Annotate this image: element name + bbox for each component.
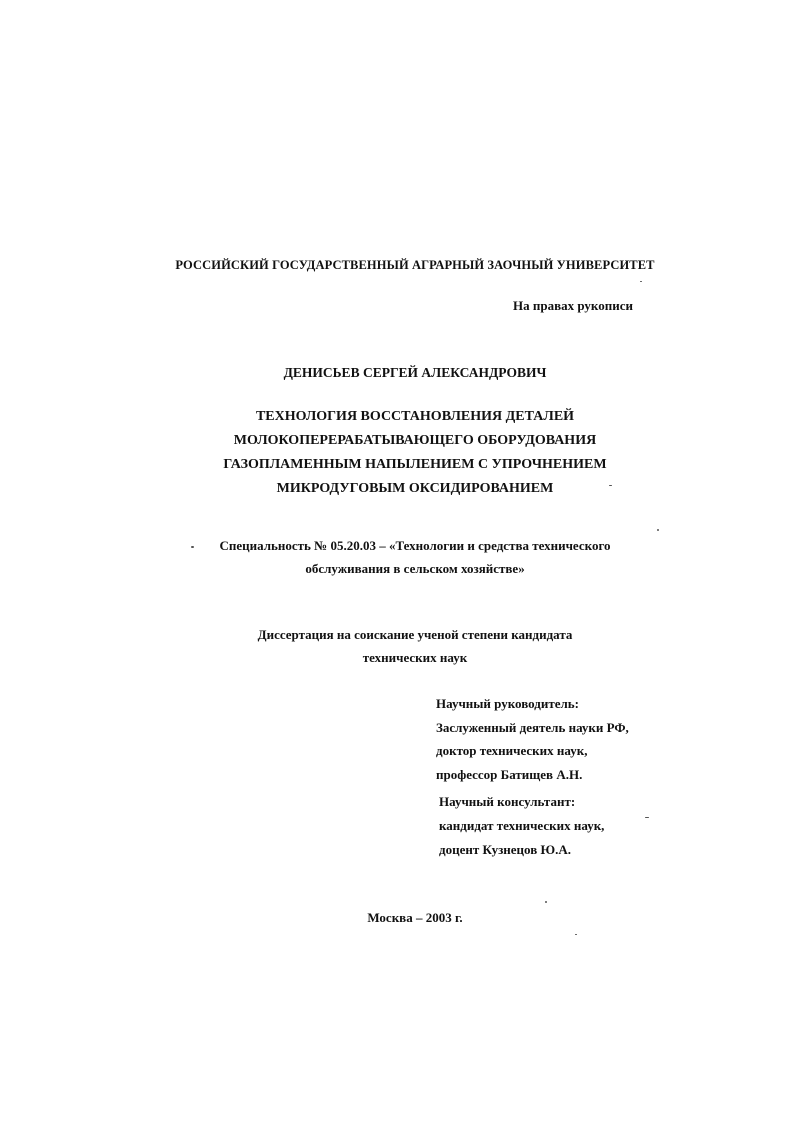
supervisor-info xyxy=(436,697,629,791)
supervisor-line: профессор Батищев А.Н. xyxy=(436,766,583,782)
scan-speck xyxy=(640,281,642,282)
scan-speck xyxy=(657,529,659,531)
scan-speck xyxy=(545,901,547,903)
scan-speck xyxy=(191,546,194,548)
manuscript-note: На правах рукописи xyxy=(513,298,633,313)
supervisor-line: Научный руководитель: xyxy=(436,696,579,711)
specialty xyxy=(0,539,795,585)
degree-statement xyxy=(0,628,795,674)
consultant-line: кандидат технических наук, xyxy=(439,818,605,833)
consultant-line: Научный консультант: xyxy=(439,794,576,809)
supervisor-line: Заслуженный деятель науки РФ, xyxy=(436,719,629,735)
city-year: Москва – 2003 г. xyxy=(367,910,463,925)
title-line: ТЕХНОЛОГИЯ ВОССТАНОВЛЕНИЯ ДЕТАЛЕЙ xyxy=(255,409,575,424)
consultant-line: доцент Кузнецов Ю.А. xyxy=(439,842,572,857)
specialty-line: Специальность № 05.20.03 – «Технологии и средства технического xyxy=(219,538,611,553)
scan-speck xyxy=(645,817,649,818)
supervisor-line: доктор технических наук, xyxy=(436,743,588,758)
title-line: ГАЗОПЛАМЕННЫМ НАПЫЛЕНИЕМ С УПРОЧНЕНИЕМ xyxy=(223,457,607,472)
title-line: МОЛОКОПЕРЕРАБАТЫВАЮЩЕГО ОБОРУДОВАНИЯ xyxy=(233,433,597,448)
specialty-line: обслуживания в сельском хозяйстве» xyxy=(305,561,525,576)
degree-line: технических наук xyxy=(362,650,468,665)
consultant-info xyxy=(439,795,604,867)
dissertation-title xyxy=(0,410,795,506)
degree-line: Диссертация на соискание ученой степени кандидата xyxy=(257,627,573,642)
scan-speck xyxy=(609,485,612,486)
title-line: МИКРОДУГОВЫМ ОКСИДИРОВАНИЕМ xyxy=(276,481,554,496)
author-name: ДЕНИСЬЕВ СЕРГЕЙ АЛЕКСАНДРОВИЧ xyxy=(283,365,547,380)
scan-speck xyxy=(575,934,577,935)
university-name: РОССИЙСКИЙ ГОСУДАРСТВЕННЫЙ АГРАРНЫЙ ЗАОЧНЫЙ УНИВЕРСИТЕТ xyxy=(175,258,655,272)
